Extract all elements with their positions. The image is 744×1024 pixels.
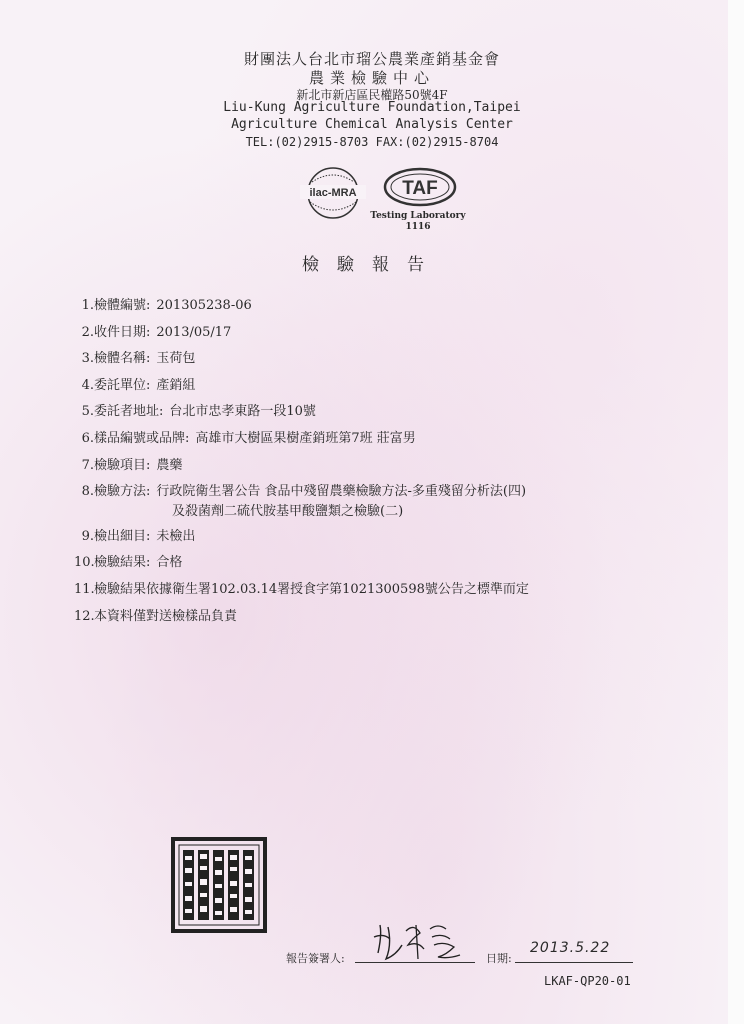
item-value: 2013/05/17: [156, 324, 232, 340]
handwritten-signature: [368, 915, 468, 965]
signature-line: [355, 962, 475, 963]
svg-text:TAF: TAF: [402, 178, 438, 199]
center-name: 農業檢驗中心: [308, 69, 435, 87]
item-num: 8.: [81, 484, 94, 500]
item-label: 樣品編號或品牌:: [94, 430, 190, 446]
item-label: 收件日期:: [94, 324, 151, 340]
item-value: 產銷組: [156, 377, 196, 393]
item-num: 12.: [74, 608, 95, 624]
taf-logo: [382, 166, 458, 208]
svg-text:ilac-MRA: ilac-MRA: [309, 187, 357, 199]
item-value: 行政院衛生署公告 食品中殘留農藥檢驗方法-多重殘留分析法(四): [156, 484, 527, 500]
item-label: 檢驗結果:: [94, 555, 151, 571]
item-num: 2.: [81, 324, 94, 340]
item-label: 委託單位:: [94, 377, 151, 393]
item-label: 委託者地址:: [94, 404, 164, 420]
item-client-unit: [74, 376, 674, 403]
item-sample-name: [74, 349, 674, 376]
signer-label: 報告簽署人:: [286, 952, 345, 965]
date-line: [515, 962, 633, 963]
item-num: 5.: [81, 404, 94, 420]
ilac-mra-logo: [298, 166, 368, 220]
item-label: 本資料僅對送檢樣品負責: [94, 608, 238, 624]
item-result-basis: [74, 580, 674, 607]
item-num: 10.: [74, 555, 95, 571]
english-name-line-2: Agriculture Chemical Analysis Center: [231, 117, 513, 132]
item-test-result: [74, 553, 674, 580]
item-detection-detail: [74, 527, 674, 554]
item-num: 11.: [74, 581, 95, 597]
date-label: 日期:: [486, 952, 512, 965]
item-value: 玉荷包: [156, 351, 196, 367]
item-label: 檢驗項目:: [94, 457, 151, 473]
item-sample-brand: [74, 429, 674, 456]
lab-number: 1116: [405, 222, 431, 232]
organization-name: 財團法人台北市瑠公農業產銷基金會: [243, 50, 500, 68]
item-label: 檢驗方法:: [94, 484, 151, 500]
english-name-line-1: Liu-Kung Agriculture Foundation,Taipei: [223, 100, 521, 115]
scan-edge: [728, 0, 744, 1024]
item-value: 未檢出: [156, 528, 196, 544]
item-value: 201305238-06: [156, 298, 252, 313]
item-label: 檢體名稱:: [94, 351, 151, 367]
item-num: 7.: [81, 457, 94, 473]
item-received-date: [74, 323, 674, 350]
item-num: 3.: [81, 351, 94, 367]
item-test-method-continued: 及殺菌劑二硫代胺基甲酸鹽類之檢驗(二): [172, 503, 404, 519]
item-num: 6.: [81, 430, 94, 446]
item-label: 檢驗結果依據衛生署102.03.14署授食字第1021300598號公告之標準而定: [94, 581, 529, 597]
item-num: 9.: [81, 528, 94, 544]
report-items: [74, 296, 674, 633]
signed-date: 2013.5.22: [530, 940, 611, 956]
item-client-address: [74, 402, 674, 429]
official-seal-stamp: [170, 836, 268, 934]
item-disclaimer: [74, 607, 674, 634]
form-number: LKAF-QP20-01: [544, 974, 631, 988]
report-title: 檢驗報告: [302, 255, 442, 275]
testing-lab-text: Testing Laboratory: [370, 211, 466, 221]
testing-laboratory-label: [368, 211, 468, 233]
item-sample-number: [74, 296, 674, 323]
item-label: 檢體編號:: [94, 298, 151, 313]
item-value: 高雄市大樹區果樹產銷班第7班 莊富男: [195, 430, 416, 446]
item-label: 檢出細目:: [94, 528, 151, 544]
item-test-item: [74, 456, 674, 483]
item-value: 合格: [156, 555, 183, 571]
item-num: 4.: [81, 377, 94, 393]
item-value: 農藥: [156, 457, 183, 473]
item-num: 1.: [81, 298, 94, 313]
address: 新北市新店區民權路50號4F: [296, 88, 448, 102]
item-value: 台北市忠孝東路一段10號: [169, 404, 316, 420]
tel-fax: TEL:(02)2915-8703 FAX:(02)2915-8704: [245, 135, 499, 149]
